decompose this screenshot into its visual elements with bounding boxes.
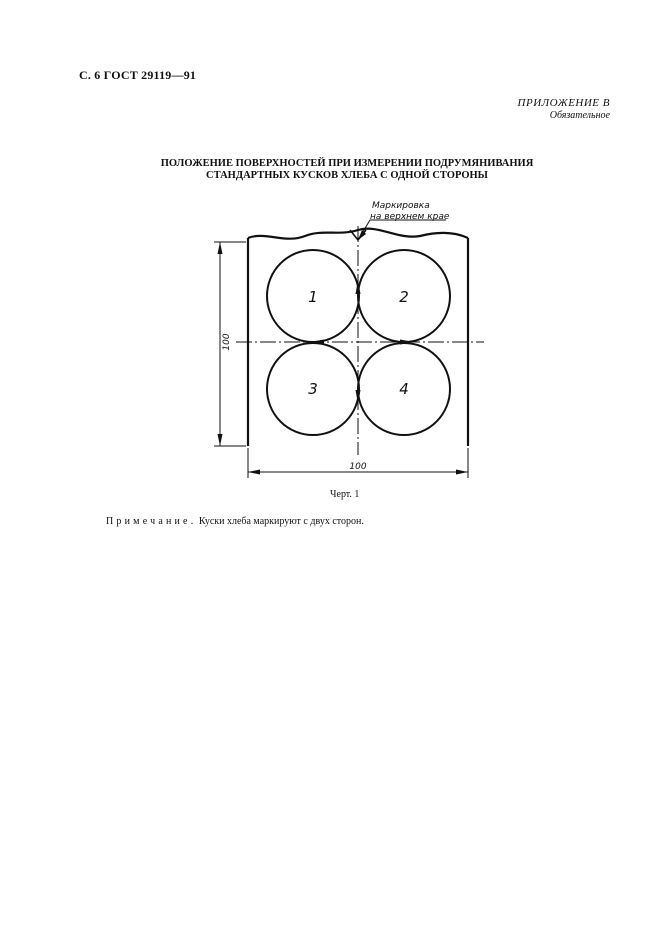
circle-label-1: 1: [308, 288, 318, 306]
title-line-1: ПОЛОЖЕНИЕ ПОВЕРХНОСТЕЙ ПРИ ИЗМЕРЕНИИ ПОДРУМЯНИВАНИЯ: [160, 158, 534, 169]
circle-label-4: 4: [399, 380, 409, 398]
vertical-dimension-value: 100: [222, 333, 232, 351]
marking-label-line-1: Маркировка: [372, 201, 430, 211]
title-line-2: СТАНДАРТНЫХ КУСКОВ ХЛЕБА С ОДНОЙ СТОРОНЫ: [206, 170, 488, 181]
vertical-dim-arrow-top: [218, 242, 223, 254]
horizontal-dim-arrow-left: [248, 470, 260, 475]
circle-label-2: 2: [399, 288, 409, 306]
annex-title: ПРИЛОЖЕНИЕ В: [517, 97, 610, 109]
annex-status: Обязательное: [549, 110, 610, 121]
figure-caption: Черт. 1: [330, 489, 360, 500]
marking-label-line-2: на верхнем крае: [370, 212, 450, 222]
vertical-dim-arrow-bottom: [218, 434, 223, 446]
note-text: Куски хлеба маркируют с двух сторон.: [196, 516, 364, 527]
horizontal-dim-arrow-right: [456, 470, 468, 475]
note-label: Примечание.: [106, 516, 197, 527]
note: [106, 516, 364, 527]
circle-label-3: 3: [308, 380, 318, 398]
horizontal-dimension-value: 100: [349, 462, 367, 472]
page-header: С. 6 ГОСТ 29119—91: [79, 68, 197, 82]
marking-leader-line: [358, 220, 446, 240]
